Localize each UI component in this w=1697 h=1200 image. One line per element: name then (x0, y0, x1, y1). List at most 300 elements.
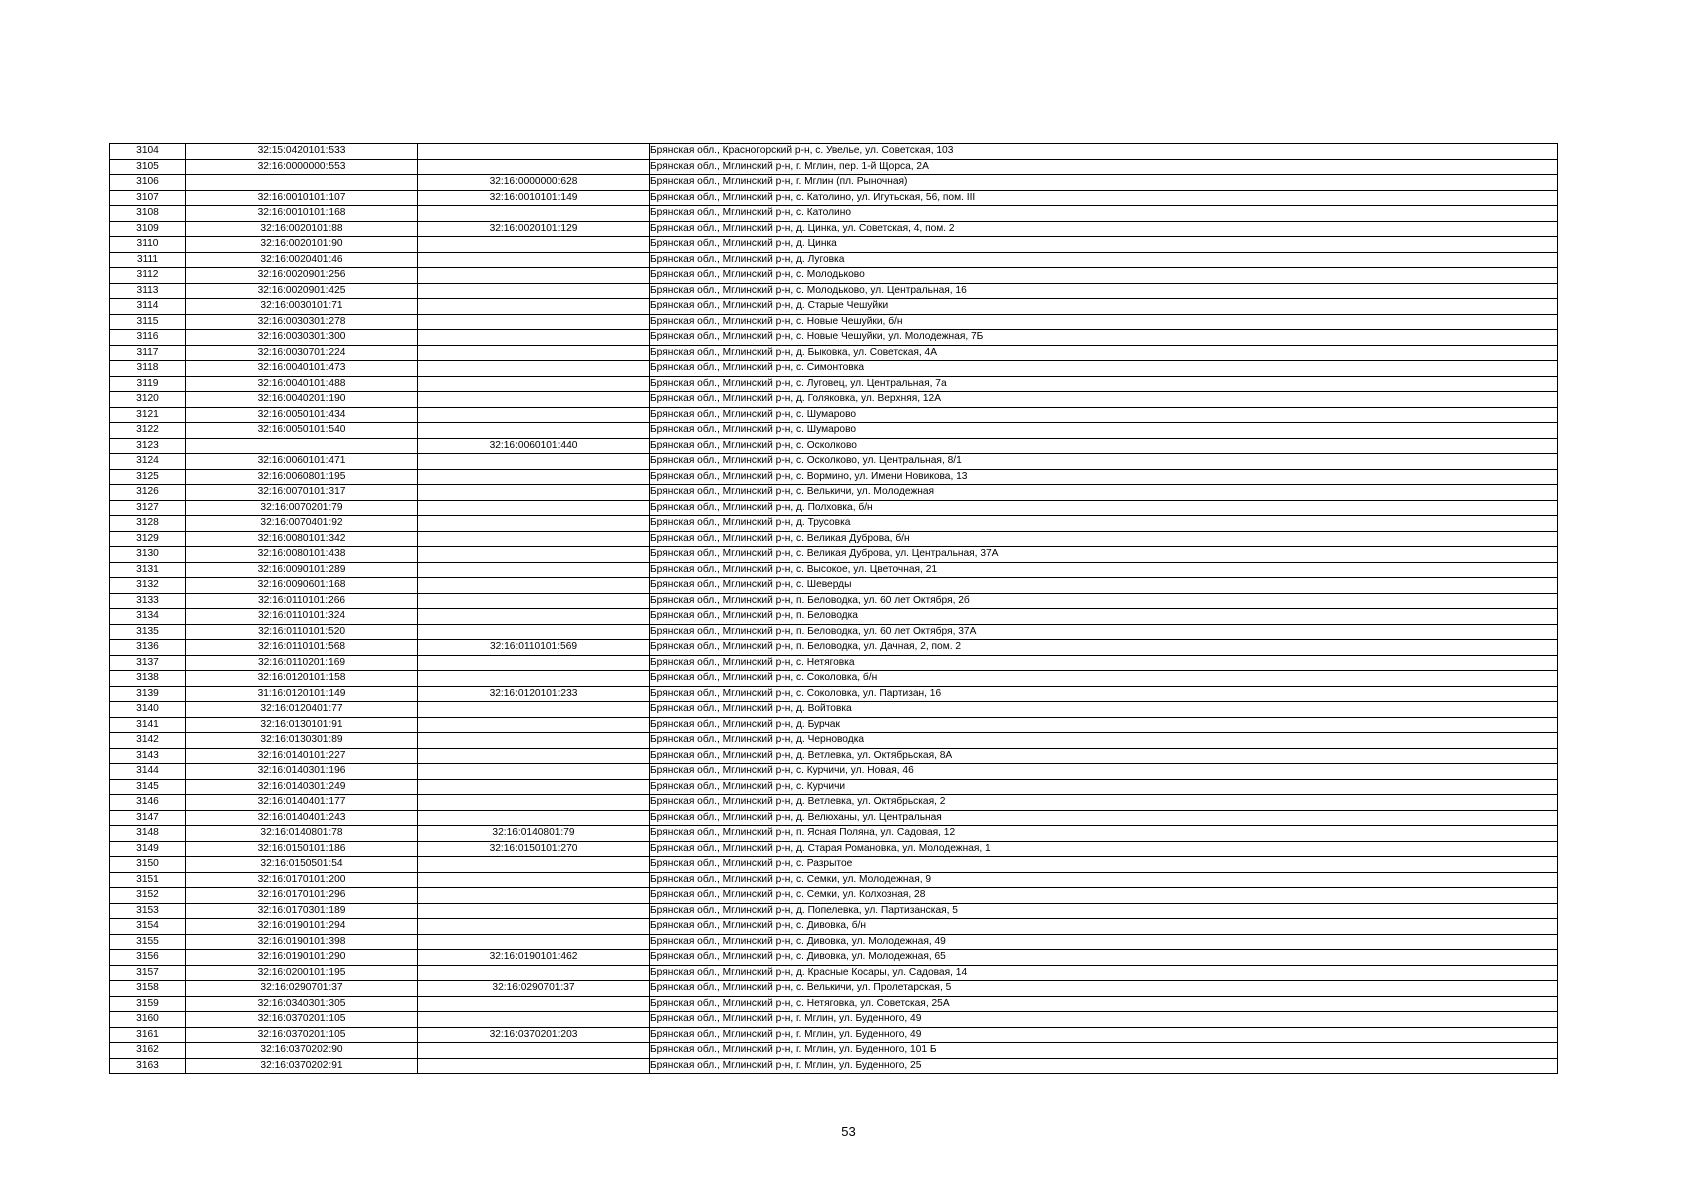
table-row (110, 345, 1558, 361)
address-cell: Брянская обл., Мглинский р-н, с. Новые Чешуйки, б/н (650, 314, 1558, 330)
cadastral-number-cell: 32:16:0170101:200 (186, 872, 418, 888)
row-number-cell: 3105 (110, 159, 186, 175)
table-row (110, 919, 1558, 935)
related-cadastral-number-cell (418, 748, 650, 764)
address-cell: Брянская обл., Мглинский р-н, д. Бурчак (650, 717, 1558, 733)
related-cadastral-number-cell: 32:16:0190101:462 (418, 950, 650, 966)
table-row (110, 547, 1558, 563)
cadastral-number-cell: 32:16:0140801:78 (186, 826, 418, 842)
row-number-cell: 3153 (110, 903, 186, 919)
address-cell: Брянская обл., Мглинский р-н, с. Нетяговка, ул. Советская, 25А (650, 996, 1558, 1012)
address-cell: Брянская обл., Мглинский р-н, д. Войтовка (650, 702, 1558, 718)
table-row (110, 516, 1558, 532)
address-cell: Брянская обл., Мглинский р-н, г. Мглин, ул. Буденного, 49 (650, 1027, 1558, 1043)
address-cell: Брянская обл., Мглинский р-н, с. Разрытое (650, 857, 1558, 873)
table-row (110, 190, 1558, 206)
related-cadastral-number-cell (418, 779, 650, 795)
cadastral-number-cell: 32:16:0030101:71 (186, 299, 418, 315)
address-cell: Брянская обл., Мглинский р-н, п. Беловодка, ул. 60 лет Октября, 37А (650, 624, 1558, 640)
row-number-cell: 3122 (110, 423, 186, 439)
related-cadastral-number-cell: 32:16:0150101:270 (418, 841, 650, 857)
table-row (110, 206, 1558, 222)
related-cadastral-number-cell (418, 965, 650, 981)
row-number-cell: 3114 (110, 299, 186, 315)
cadastral-number-cell: 32:16:0140301:249 (186, 779, 418, 795)
table-row (110, 779, 1558, 795)
related-cadastral-number-cell (418, 764, 650, 780)
related-cadastral-number-cell: 32:16:0120101:233 (418, 686, 650, 702)
table-row (110, 655, 1558, 671)
cadastral-number-cell: 32:16:0030301:278 (186, 314, 418, 330)
related-cadastral-number-cell (418, 655, 650, 671)
row-number-cell: 3120 (110, 392, 186, 408)
related-cadastral-number-cell (418, 469, 650, 485)
cadastral-number-cell: 32:16:0040101:488 (186, 376, 418, 392)
address-cell: Брянская обл., Мглинский р-н, с. Новые Чешуйки, ул. Молодежная, 7Б (650, 330, 1558, 346)
row-number-cell: 3145 (110, 779, 186, 795)
address-cell: Брянская обл., Мглинский р-н, с. Католино (650, 206, 1558, 222)
address-cell: Брянская обл., Мглинский р-н, д. Луговка (650, 252, 1558, 268)
related-cadastral-number-cell (418, 795, 650, 811)
address-cell: Брянская обл., Мглинский р-н, с. Семки, ул. Молодежная, 9 (650, 872, 1558, 888)
row-number-cell: 3156 (110, 950, 186, 966)
row-number-cell: 3157 (110, 965, 186, 981)
table-row (110, 1043, 1558, 1059)
cadastral-number-cell: 32:16:0370201:105 (186, 1027, 418, 1043)
cadastral-number-cell: 32:16:0370202:90 (186, 1043, 418, 1059)
row-number-cell: 3131 (110, 562, 186, 578)
row-number-cell: 3147 (110, 810, 186, 826)
cadastral-number-cell: 32:16:0120101:158 (186, 671, 418, 687)
row-number-cell: 3126 (110, 485, 186, 501)
cadastral-number-cell: 32:16:0020401:46 (186, 252, 418, 268)
related-cadastral-number-cell (418, 872, 650, 888)
related-cadastral-number-cell (418, 423, 650, 439)
row-number-cell: 3118 (110, 361, 186, 377)
address-cell: Брянская обл., Мглинский р-н, д. Ветлевка, ул. Октябрьская, 8А (650, 748, 1558, 764)
related-cadastral-number-cell: 32:16:0370201:203 (418, 1027, 650, 1043)
cadastral-number-cell (186, 175, 418, 191)
cadastral-number-cell: 32:16:0030701:224 (186, 345, 418, 361)
address-cell: Брянская обл., Мглинский р-н, с. Осколково (650, 438, 1558, 454)
address-cell: Брянская обл., Мглинский р-н, с. Соколовка, б/н (650, 671, 1558, 687)
address-cell: Брянская обл., Мглинский р-н, с. Велькичи, ул. Молодежная (650, 485, 1558, 501)
table-row (110, 748, 1558, 764)
related-cadastral-number-cell (418, 810, 650, 826)
row-number-cell: 3159 (110, 996, 186, 1012)
row-number-cell: 3129 (110, 531, 186, 547)
cadastral-number-cell: 32:16:0140401:243 (186, 810, 418, 826)
related-cadastral-number-cell (418, 717, 650, 733)
table-row (110, 454, 1558, 470)
row-number-cell: 3163 (110, 1058, 186, 1074)
table-row (110, 392, 1558, 408)
table-row (110, 221, 1558, 237)
table-row (110, 857, 1558, 873)
address-cell: Брянская обл., Мглинский р-н, д. Велюханы, ул. Центральная (650, 810, 1558, 826)
address-cell: Брянская обл., Мглинский р-н, г. Мглин, ул. Буденного, 25 (650, 1058, 1558, 1074)
row-number-cell: 3140 (110, 702, 186, 718)
row-number-cell: 3162 (110, 1043, 186, 1059)
address-cell: Брянская обл., Мглинский р-н, г. Мглин, ул. Буденного, 49 (650, 1012, 1558, 1028)
cadastral-number-cell: 32:16:0130301:89 (186, 733, 418, 749)
address-cell: Брянская обл., Мглинский р-н, с. Высокое, ул. Цветочная, 21 (650, 562, 1558, 578)
table-row (110, 981, 1558, 997)
address-cell: Брянская обл., Мглинский р-н, с. Нетяговка (650, 655, 1558, 671)
cadastral-number-cell: 32:16:0060101:471 (186, 454, 418, 470)
cadastral-number-cell: 32:16:0040201:190 (186, 392, 418, 408)
cadastral-number-cell: 32:16:0200101:195 (186, 965, 418, 981)
cadastral-number-cell: 32:16:0030301:300 (186, 330, 418, 346)
related-cadastral-number-cell (418, 609, 650, 625)
related-cadastral-number-cell: 32:16:0010101:149 (418, 190, 650, 206)
related-cadastral-number-cell (418, 206, 650, 222)
address-cell: Брянская обл., Мглинский р-н, д. Полховка, б/н (650, 500, 1558, 516)
row-number-cell: 3161 (110, 1027, 186, 1043)
cadastral-number-cell: 32:16:0110101:324 (186, 609, 418, 625)
row-number-cell: 3119 (110, 376, 186, 392)
address-cell: Брянская обл., Мглинский р-н, с. Велькичи, ул. Пролетарская, 5 (650, 981, 1558, 997)
table-row (110, 903, 1558, 919)
related-cadastral-number-cell (418, 283, 650, 299)
related-cadastral-number-cell (418, 299, 650, 315)
row-number-cell: 3160 (110, 1012, 186, 1028)
row-number-cell: 3155 (110, 934, 186, 950)
address-cell: Брянская обл., Мглинский р-н, с. Великая Дуброва, ул. Центральная, 37А (650, 547, 1558, 563)
related-cadastral-number-cell (418, 252, 650, 268)
row-number-cell: 3148 (110, 826, 186, 842)
related-cadastral-number-cell (418, 562, 650, 578)
row-number-cell: 3124 (110, 454, 186, 470)
row-number-cell: 3158 (110, 981, 186, 997)
table-row (110, 314, 1558, 330)
table-row (110, 795, 1558, 811)
related-cadastral-number-cell (418, 857, 650, 873)
address-cell: Брянская обл., Мглинский р-н, с. Молодьково (650, 268, 1558, 284)
address-cell: Брянская обл., Мглинский р-н, с. Симонтовка (650, 361, 1558, 377)
cadastral-number-cell: 32:15:0420101:533 (186, 144, 418, 160)
row-number-cell: 3109 (110, 221, 186, 237)
table-row (110, 934, 1558, 950)
cadastral-number-cell: 32:16:0120401:77 (186, 702, 418, 718)
table-row (110, 671, 1558, 687)
row-number-cell: 3112 (110, 268, 186, 284)
address-cell: Брянская обл., Мглинский р-н, д. Быковка, ул. Советская, 4А (650, 345, 1558, 361)
register-table-body (110, 144, 1558, 1074)
row-number-cell: 3143 (110, 748, 186, 764)
related-cadastral-number-cell (418, 500, 650, 516)
address-cell: Брянская обл., Мглинский р-н, с. Дивовка, ул. Молодежная, 65 (650, 950, 1558, 966)
table-row (110, 407, 1558, 423)
row-number-cell: 3138 (110, 671, 186, 687)
row-number-cell: 3141 (110, 717, 186, 733)
address-cell: Брянская обл., Мглинский р-н, с. Шумарово (650, 423, 1558, 439)
address-cell: Брянская обл., Мглинский р-н, д. Ветлевка, ул. Октябрьская, 2 (650, 795, 1558, 811)
table-row (110, 1058, 1558, 1074)
table-row (110, 330, 1558, 346)
cadastral-number-cell: 32:16:0040101:473 (186, 361, 418, 377)
related-cadastral-number-cell (418, 996, 650, 1012)
table-row (110, 531, 1558, 547)
row-number-cell: 3136 (110, 640, 186, 656)
address-cell: Брянская обл., Мглинский р-н, п. Ясная Поляна, ул. Садовая, 12 (650, 826, 1558, 842)
row-number-cell: 3133 (110, 593, 186, 609)
related-cadastral-number-cell (418, 702, 650, 718)
related-cadastral-number-cell (418, 330, 650, 346)
table-row (110, 624, 1558, 640)
address-cell: Брянская обл., Мглинский р-н, г. Мглин, пер. 1-й Щорса, 2А (650, 159, 1558, 175)
cadastral-number-cell: 32:16:0370201:105 (186, 1012, 418, 1028)
cadastral-number-cell: 32:16:0190101:398 (186, 934, 418, 950)
address-cell: Брянская обл., Мглинский р-н, д. Попелевка, ул. Партизанская, 5 (650, 903, 1558, 919)
address-cell: Брянская обл., Мглинский р-н, с. Дивовка, б/н (650, 919, 1558, 935)
address-cell: Брянская обл., Мглинский р-н, с. Католино, ул. Игутьская, 56, пом. III (650, 190, 1558, 206)
row-number-cell: 3113 (110, 283, 186, 299)
cadastral-number-cell (186, 438, 418, 454)
table-row (110, 717, 1558, 733)
address-cell: Брянская обл., Мглинский р-н, с. Молодьково, ул. Центральная, 16 (650, 283, 1558, 299)
related-cadastral-number-cell (418, 531, 650, 547)
row-number-cell: 3152 (110, 888, 186, 904)
address-cell: Брянская обл., Мглинский р-н, с. Великая Дуброва, б/н (650, 531, 1558, 547)
table-row (110, 950, 1558, 966)
cadastral-number-cell: 32:16:0190101:290 (186, 950, 418, 966)
address-cell: Брянская обл., Мглинский р-н, с. Шеверды (650, 578, 1558, 594)
row-number-cell: 3104 (110, 144, 186, 160)
address-cell: Брянская обл., Мглинский р-н, с. Дивовка, ул. Молодежная, 49 (650, 934, 1558, 950)
address-cell: Брянская обл., Мглинский р-н, с. Вормино, ул. Имени Новикова, 13 (650, 469, 1558, 485)
related-cadastral-number-cell (418, 454, 650, 470)
cadastral-number-cell: 32:16:0290701:37 (186, 981, 418, 997)
address-cell: Брянская обл., Мглинский р-н, п. Беловодка, ул. Дачная, 2, пом. 2 (650, 640, 1558, 656)
related-cadastral-number-cell (418, 1058, 650, 1074)
related-cadastral-number-cell (418, 888, 650, 904)
address-cell: Брянская обл., Мглинский р-н, д. Цинка, ул. Советская, 4, пом. 2 (650, 221, 1558, 237)
row-number-cell: 3123 (110, 438, 186, 454)
cadastral-number-cell: 32:16:0110101:520 (186, 624, 418, 640)
row-number-cell: 3115 (110, 314, 186, 330)
table-row (110, 299, 1558, 315)
table-row (110, 438, 1558, 454)
table-row (110, 1027, 1558, 1043)
cadastral-number-cell: 32:16:0150501:54 (186, 857, 418, 873)
table-row (110, 252, 1558, 268)
related-cadastral-number-cell (418, 392, 650, 408)
address-cell: Брянская обл., Мглинский р-н, с. Курчичи, ул. Новая, 46 (650, 764, 1558, 780)
related-cadastral-number-cell: 32:16:0020101:129 (418, 221, 650, 237)
related-cadastral-number-cell (418, 485, 650, 501)
cadastral-number-cell: 32:16:0110101:568 (186, 640, 418, 656)
related-cadastral-number-cell (418, 516, 650, 532)
row-number-cell: 3125 (110, 469, 186, 485)
cadastral-number-cell: 32:16:0080101:342 (186, 531, 418, 547)
table-row (110, 485, 1558, 501)
page-number: 53 (841, 1124, 856, 1139)
table-row (110, 826, 1558, 842)
table-row (110, 965, 1558, 981)
related-cadastral-number-cell (418, 624, 650, 640)
table-row (110, 841, 1558, 857)
table-row (110, 593, 1558, 609)
address-cell: Брянская обл., Мглинский р-н, д. Старая Романовка, ул. Молодежная, 1 (650, 841, 1558, 857)
related-cadastral-number-cell: 32:16:0140801:79 (418, 826, 650, 842)
related-cadastral-number-cell (418, 1043, 650, 1059)
cadastral-number-cell: 32:16:0090601:168 (186, 578, 418, 594)
table-row (110, 1012, 1558, 1028)
cadastral-number-cell: 32:16:0140101:227 (186, 748, 418, 764)
cadastral-number-cell: 32:16:0170301:189 (186, 903, 418, 919)
related-cadastral-number-cell (418, 407, 650, 423)
row-number-cell: 3110 (110, 237, 186, 253)
address-cell: Брянская обл., Мглинский р-н, г. Мглин (пл. Рыночная) (650, 175, 1558, 191)
cadastral-number-cell: 32:16:0130101:91 (186, 717, 418, 733)
row-number-cell: 3146 (110, 795, 186, 811)
row-number-cell: 3139 (110, 686, 186, 702)
row-number-cell: 3130 (110, 547, 186, 563)
related-cadastral-number-cell (418, 361, 650, 377)
row-number-cell: 3137 (110, 655, 186, 671)
cadastral-number-cell: 32:16:0370202:91 (186, 1058, 418, 1074)
table-row (110, 702, 1558, 718)
related-cadastral-number-cell (418, 903, 650, 919)
related-cadastral-number-cell (418, 237, 650, 253)
table-row (110, 159, 1558, 175)
address-cell: Брянская обл., Мглинский р-н, д. Старые Чешуйки (650, 299, 1558, 315)
row-number-cell: 3108 (110, 206, 186, 222)
cadastral-number-cell: 32:16:0110201:169 (186, 655, 418, 671)
related-cadastral-number-cell (418, 268, 650, 284)
row-number-cell: 3132 (110, 578, 186, 594)
cadastral-number-cell: 32:16:0000000:553 (186, 159, 418, 175)
cadastral-number-cell: 32:16:0070401:92 (186, 516, 418, 532)
table-row (110, 764, 1558, 780)
address-cell: Брянская обл., Красногорский р-н, с. Увелье, ул. Советская, 103 (650, 144, 1558, 160)
cadastral-number-cell: 32:16:0060801:195 (186, 469, 418, 485)
cadastral-number-cell: 32:16:0070101:317 (186, 485, 418, 501)
address-cell: Брянская обл., Мглинский р-н, д. Голяковка, ул. Верхняя, 12А (650, 392, 1558, 408)
table-row (110, 640, 1558, 656)
address-cell: Брянская обл., Мглинский р-н, д. Цинка (650, 237, 1558, 253)
cadastral-number-cell: 32:16:0110101:266 (186, 593, 418, 609)
cadastral-number-cell: 32:16:0150101:186 (186, 841, 418, 857)
related-cadastral-number-cell (418, 578, 650, 594)
table-row (110, 872, 1558, 888)
row-number-cell: 3150 (110, 857, 186, 873)
cadastral-number-cell: 32:16:0190101:294 (186, 919, 418, 935)
row-number-cell: 3149 (110, 841, 186, 857)
related-cadastral-number-cell (418, 733, 650, 749)
cadastral-number-cell: 32:16:0010101:168 (186, 206, 418, 222)
cadastral-number-cell: 32:16:0010101:107 (186, 190, 418, 206)
related-cadastral-number-cell (418, 314, 650, 330)
row-number-cell: 3117 (110, 345, 186, 361)
table-row (110, 376, 1558, 392)
table-row (110, 361, 1558, 377)
row-number-cell: 3121 (110, 407, 186, 423)
row-number-cell: 3154 (110, 919, 186, 935)
cadastral-number-cell: 32:16:0140301:196 (186, 764, 418, 780)
cadastral-number-cell: 32:16:0340301:305 (186, 996, 418, 1012)
address-cell: Брянская обл., Мглинский р-н, д. Черноводка (650, 733, 1558, 749)
table-row (110, 733, 1558, 749)
related-cadastral-number-cell (418, 144, 650, 160)
address-cell: Брянская обл., Мглинский р-н, с. Семки, ул. Колхозная, 28 (650, 888, 1558, 904)
cadastral-number-cell: 32:16:0050101:434 (186, 407, 418, 423)
cadastral-number-cell: 32:16:0170101:296 (186, 888, 418, 904)
table-row (110, 609, 1558, 625)
table-row (110, 423, 1558, 439)
row-number-cell: 3151 (110, 872, 186, 888)
table-row (110, 175, 1558, 191)
table-row (110, 268, 1558, 284)
address-cell: Брянская обл., Мглинский р-н, с. Шумарово (650, 407, 1558, 423)
table-row (110, 810, 1558, 826)
table-row (110, 996, 1558, 1012)
cadastral-number-cell: 32:16:0020901:425 (186, 283, 418, 299)
row-number-cell: 3135 (110, 624, 186, 640)
related-cadastral-number-cell (418, 934, 650, 950)
related-cadastral-number-cell (418, 376, 650, 392)
row-number-cell: 3127 (110, 500, 186, 516)
cadastral-number-cell: 32:16:0020101:88 (186, 221, 418, 237)
row-number-cell: 3107 (110, 190, 186, 206)
row-number-cell: 3116 (110, 330, 186, 346)
address-cell: Брянская обл., Мглинский р-н, п. Беловодка (650, 609, 1558, 625)
row-number-cell: 3106 (110, 175, 186, 191)
table-row (110, 469, 1558, 485)
register-table (109, 143, 1558, 1074)
address-cell: Брянская обл., Мглинский р-н, г. Мглин, ул. Буденного, 101 Б (650, 1043, 1558, 1059)
cadastral-number-cell: 32:16:0090101:289 (186, 562, 418, 578)
table-row (110, 144, 1558, 160)
cadastral-number-cell: 32:16:0140401:177 (186, 795, 418, 811)
address-cell: Брянская обл., Мглинский р-н, д. Трусовка (650, 516, 1558, 532)
related-cadastral-number-cell (418, 671, 650, 687)
table-row (110, 562, 1558, 578)
related-cadastral-number-cell (418, 547, 650, 563)
related-cadastral-number-cell (418, 345, 650, 361)
row-number-cell: 3134 (110, 609, 186, 625)
related-cadastral-number-cell (418, 919, 650, 935)
address-cell: Брянская обл., Мглинский р-н, п. Беловодка, ул. 60 лет Октября, 2б (650, 593, 1558, 609)
address-cell: Брянская обл., Мглинский р-н, с. Курчичи (650, 779, 1558, 795)
address-cell: Брянская обл., Мглинский р-н, с. Луговец, ул. Центральная, 7а (650, 376, 1558, 392)
row-number-cell: 3142 (110, 733, 186, 749)
related-cadastral-number-cell: 32:16:0000000:628 (418, 175, 650, 191)
related-cadastral-number-cell: 32:16:0110101:569 (418, 640, 650, 656)
row-number-cell: 3128 (110, 516, 186, 532)
table-row (110, 578, 1558, 594)
address-cell: Брянская обл., Мглинский р-н, д. Красные Косары, ул. Садовая, 14 (650, 965, 1558, 981)
table-row (110, 686, 1558, 702)
row-number-cell: 3144 (110, 764, 186, 780)
related-cadastral-number-cell (418, 593, 650, 609)
cadastral-number-cell: 32:16:0020901:256 (186, 268, 418, 284)
table-row (110, 888, 1558, 904)
related-cadastral-number-cell: 32:16:0060101:440 (418, 438, 650, 454)
table-row (110, 283, 1558, 299)
related-cadastral-number-cell (418, 1012, 650, 1028)
cadastral-number-cell: 31:16:0120101:149 (186, 686, 418, 702)
cadastral-number-cell: 32:16:0020101:90 (186, 237, 418, 253)
table-row (110, 237, 1558, 253)
related-cadastral-number-cell (418, 159, 650, 175)
row-number-cell: 3111 (110, 252, 186, 268)
cadastral-number-cell: 32:16:0080101:438 (186, 547, 418, 563)
cadastral-number-cell: 32:16:0070201:79 (186, 500, 418, 516)
address-cell: Брянская обл., Мглинский р-н, с. Осколково, ул. Центральная, 8/1 (650, 454, 1558, 470)
table-row (110, 500, 1558, 516)
